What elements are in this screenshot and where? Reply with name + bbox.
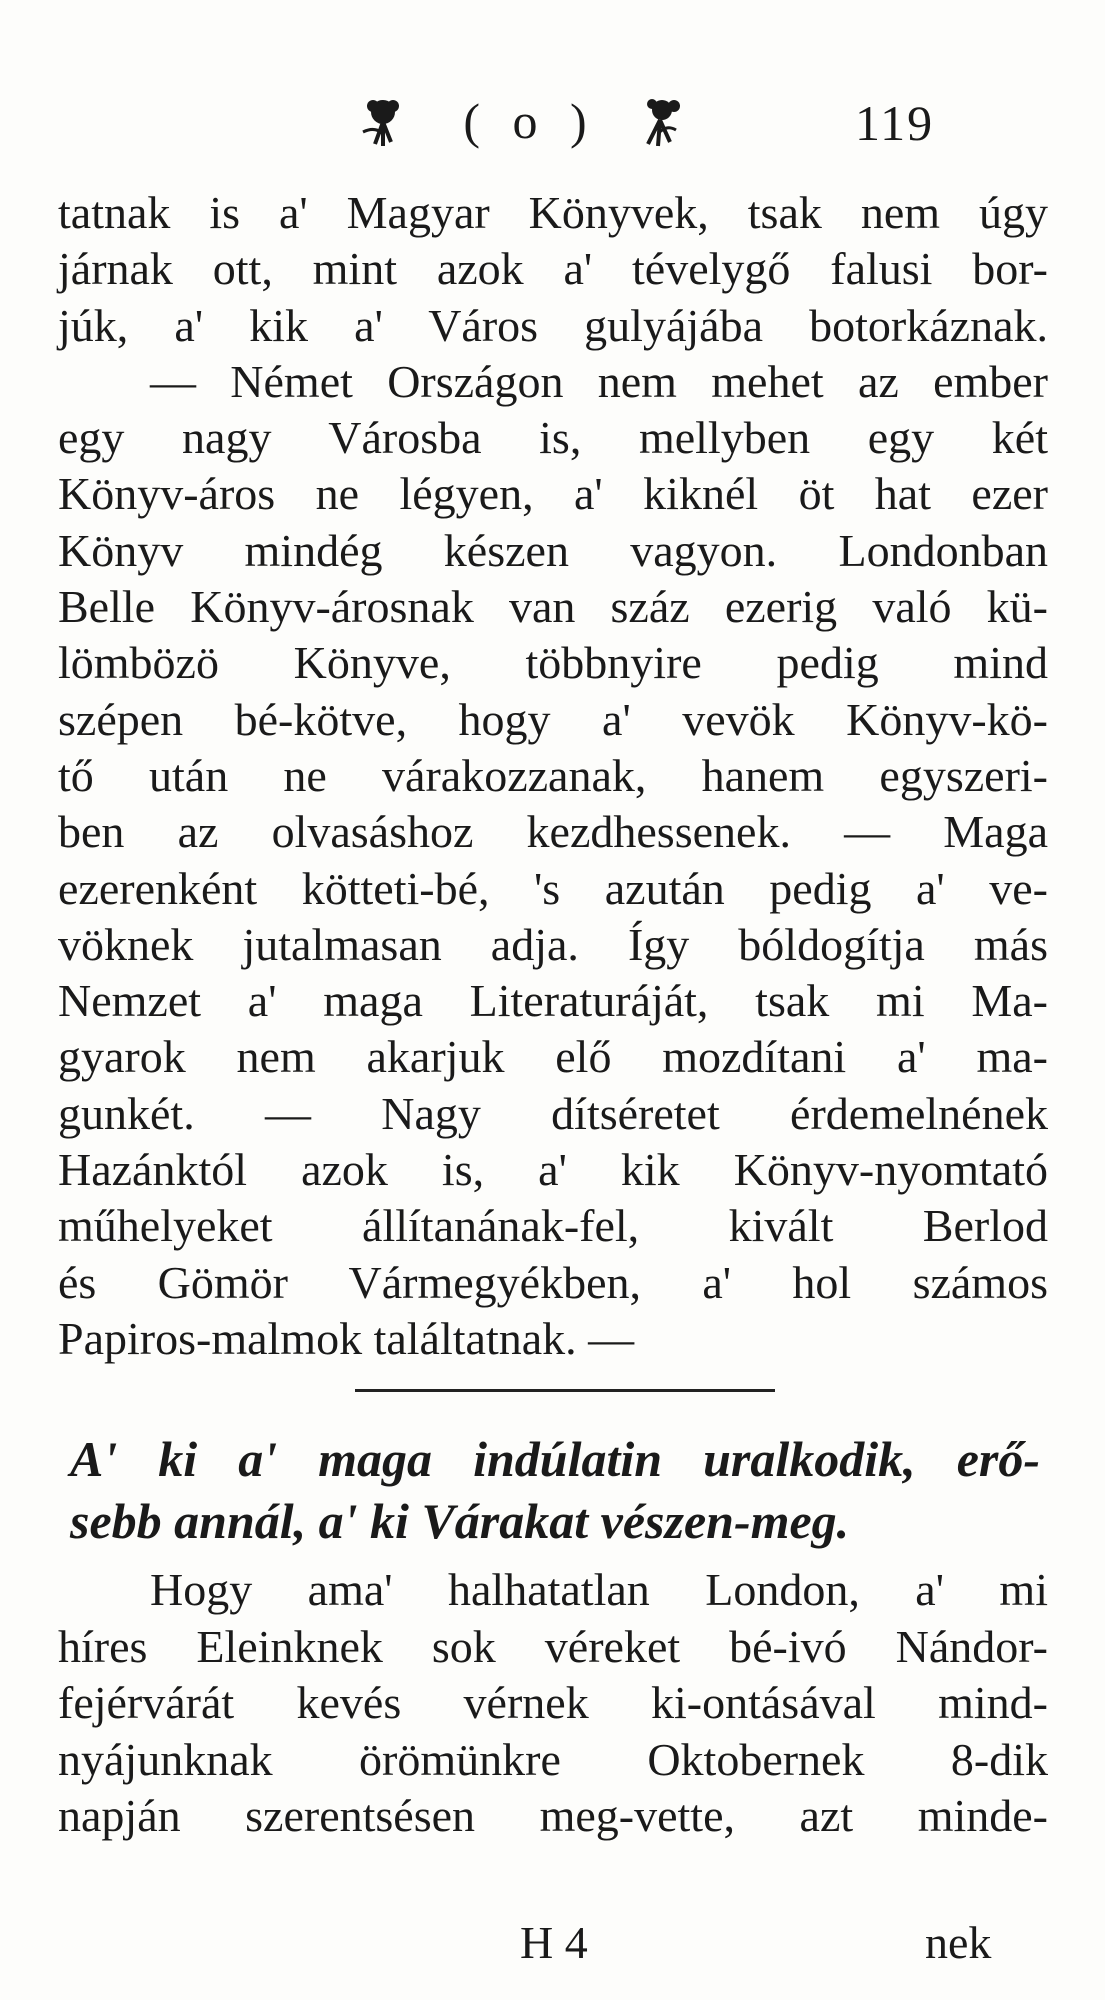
- paragraph-main: [58, 185, 1048, 1367]
- text-line: Nemzet a' maga Literaturáját, tsak mi Ma-: [58, 975, 1048, 1027]
- text-line: tő után ne várakozzanak, hanem egyszeri-: [58, 749, 1048, 801]
- text-line: vöknek jutalmasan adja. Így bóldogítja más: [58, 918, 1048, 970]
- text-line: egy nagy Városba is, mellyben egy két: [58, 412, 1048, 464]
- title-line: sebb annál, a' ki Várakat vészen-meg.: [70, 1493, 850, 1549]
- text-line: Könyv mindég készen vagyon. Londonban: [58, 524, 1048, 576]
- text-line: Könyv-áros ne légyen, a' kiknél öt hat ezer: [58, 468, 1048, 520]
- page-number: 119: [855, 95, 935, 151]
- text-line: Hazánktól azok is, a' kik Könyv-nyomtató: [58, 1144, 1048, 1196]
- article-title: [70, 1428, 1040, 1552]
- text-line: gyarok nem akarjuk elő mozdítani a' ma-: [58, 1031, 1048, 1083]
- text-line: Papiros-malmok találtatnak. —: [58, 1312, 635, 1364]
- text-line: híres Eleinknek sok véreket bé-ivó Nándor-: [58, 1620, 1048, 1672]
- text-line: — Német Országon nem mehet az ember: [150, 355, 1048, 407]
- page-header: [0, 88, 1105, 158]
- title-line: A' ki a' maga indúlatin uralkodik, erő-: [70, 1431, 1040, 1487]
- text-line: fejérvárát kevés vérnek ki-ontásával mind-: [58, 1677, 1048, 1728]
- page-footer: [0, 1915, 1105, 1975]
- text-line: nyájunknak örömünkre Oktobernek 8-dik: [58, 1733, 1048, 1785]
- text-line: szépen bé-kötve, hogy a' vevök Könyv-kö-: [58, 693, 1048, 745]
- signature-mark: H 4: [520, 1917, 588, 1968]
- text-line: Belle Könyv-árosnak van száz ezerig való kü-: [58, 581, 1048, 633]
- text-line: Hogy ama' halhatatlan London, a' mi: [150, 1564, 1048, 1615]
- text-line: járnak ott, mint azok a' tévelygő falusi bor-: [58, 243, 1048, 295]
- text-line: napján szerentsésen meg-vette, azt minde-: [58, 1790, 1048, 1841]
- text-line: műhelyeket állítanának-fel, kivált Berlod: [58, 1200, 1048, 1252]
- text-line: ben az olvasáshoz kezdhessenek. — Maga: [58, 806, 1048, 858]
- text-line: és Gömör Vármegyékben, a' hol számos: [58, 1256, 1048, 1308]
- section-divider: [355, 1389, 775, 1392]
- header-center-text: ( o ): [463, 93, 597, 149]
- text-line: gunkét. — Nagy dítséretet érdemelnének: [58, 1087, 1048, 1139]
- floral-ornament-icon: [355, 92, 411, 148]
- text-line: ezerenként kötteti-bé, 's azután pedig a' ve-: [58, 862, 1048, 914]
- text-line: júk, a' kik a' Város gulyájába botorkáznak.: [58, 299, 1048, 351]
- floral-ornament-icon: [632, 92, 688, 148]
- catchword: nek: [925, 1917, 992, 1968]
- text-line: tatnak is a' Magyar Könyvek, tsak nem úgy: [58, 187, 1048, 238]
- text-line: lömbözö Könyve, többnyire pedig mind: [58, 637, 1048, 689]
- paragraph-article: [58, 1562, 1048, 1845]
